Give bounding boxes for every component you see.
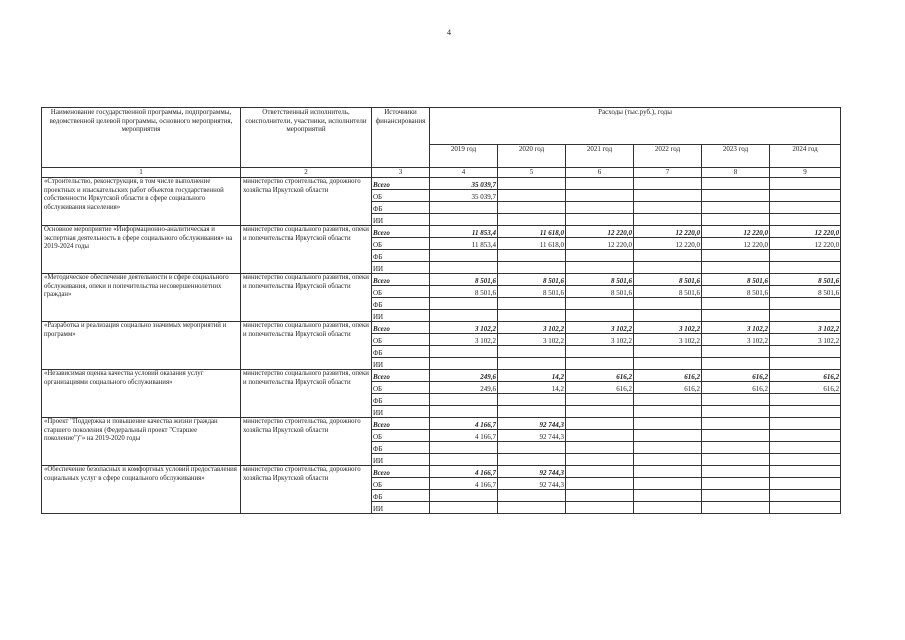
activity-name: «Независимая оценка качества условий оказания услуг организациями социального обслуживания» [42,370,241,418]
total-value: 14,2 [498,370,566,382]
funding-source: ФБ [372,250,430,262]
empty-cell [498,346,566,358]
total-value: 3 102,2 [702,322,770,334]
header-source: Источники финансирования [372,108,430,168]
empty-cell [770,310,841,322]
header-name: Наименование государственной программы, подпрограммы, ведомственной целевой программы, основного мероприятия, мероприятия [42,108,241,168]
funding-source: ОБ [372,286,430,298]
executor-name: министерство строительства, дорожного хозяйства Иркутской области [241,418,372,466]
ob-value: 616,2 [634,382,702,394]
empty-cell [702,490,770,502]
ob-value [702,430,770,442]
ob-value: 11 853,4 [430,238,498,250]
total-value: 8 501,6 [634,274,702,286]
budget-table [41,107,841,514]
empty-cell [702,250,770,262]
empty-cell [702,406,770,418]
total-value [770,418,841,430]
header-year: 2023 год [702,145,770,168]
empty-cell [498,298,566,310]
total-value [566,418,634,430]
funding-source: Всего [372,466,430,478]
funding-source: ОБ [372,382,430,394]
total-value [702,418,770,430]
total-value: 616,2 [770,370,841,382]
header-expenses: Расходы (тыс.руб.), годы [430,108,841,145]
empty-cell [702,394,770,406]
empty-cell [498,310,566,322]
ob-value: 3 102,2 [430,334,498,346]
total-value: 249,6 [430,370,498,382]
funding-source: ОБ [372,238,430,250]
ob-value [566,190,634,202]
total-value: 92 744,3 [498,466,566,478]
ob-value: 616,2 [702,382,770,394]
total-value: 12 220,0 [634,226,702,238]
ob-value: 3 102,2 [498,334,566,346]
ob-value: 8 501,6 [498,286,566,298]
empty-cell [770,262,841,274]
ob-value: 12 220,0 [702,238,770,250]
ob-value: 11 618,0 [498,238,566,250]
empty-cell [430,442,498,454]
ob-value: 3 102,2 [634,334,702,346]
executor-name: министерство социального развития, опеки и попечительства Иркутской области [241,274,372,322]
total-value [634,418,702,430]
total-value: 12 220,0 [702,226,770,238]
total-value: 616,2 [634,370,702,382]
empty-cell [566,442,634,454]
empty-cell [430,358,498,370]
column-number: 6 [566,168,634,178]
empty-cell [770,454,841,466]
empty-cell [498,214,566,226]
funding-source: ФБ [372,394,430,406]
activity-name: «Проект "Поддержка и повышение качества жизни граждан старшего поколения (Федеральный проект "Старшее поколение")"» на 2019-2020 годы [42,418,241,466]
funding-source: ОБ [372,190,430,202]
funding-source: ИИ [372,406,430,418]
empty-cell [634,250,702,262]
ob-value: 616,2 [566,382,634,394]
empty-cell [702,298,770,310]
funding-source: ИИ [372,262,430,274]
empty-cell [702,310,770,322]
funding-source: ИИ [372,214,430,226]
empty-cell [430,250,498,262]
empty-cell [566,214,634,226]
empty-cell [770,406,841,418]
ob-value: 8 501,6 [430,286,498,298]
funding-source: ФБ [372,202,430,214]
ob-value [770,190,841,202]
total-value: 8 501,6 [498,274,566,286]
ob-value: 3 102,2 [702,334,770,346]
empty-cell [702,214,770,226]
empty-cell [566,394,634,406]
empty-cell [634,442,702,454]
funding-source: ИИ [372,454,430,466]
empty-cell [770,214,841,226]
ob-value: 92 744,3 [498,430,566,442]
empty-cell [702,346,770,358]
empty-cell [702,262,770,274]
funding-source: Всего [372,370,430,382]
empty-cell [430,406,498,418]
header-executor: Ответственный исполнитель, соисполнители, участники, исполнители мероприятий [241,108,372,168]
empty-cell [566,262,634,274]
empty-cell [498,406,566,418]
total-value: 4 166,7 [430,418,498,430]
funding-source: Всего [372,226,430,238]
empty-cell [702,454,770,466]
empty-cell [430,502,498,514]
empty-cell [430,490,498,502]
empty-cell [566,310,634,322]
empty-cell [498,262,566,274]
funding-source: ФБ [372,442,430,454]
total-value [702,466,770,478]
empty-cell [430,394,498,406]
total-value: 8 501,6 [770,274,841,286]
funding-source: ФБ [372,346,430,358]
empty-cell [430,454,498,466]
executor-name: министерство строительства, дорожного хозяйства Иркутской области [241,178,372,226]
empty-cell [702,358,770,370]
column-number: 2 [241,168,372,178]
funding-source: ОБ [372,334,430,346]
empty-cell [430,346,498,358]
empty-cell [770,346,841,358]
column-number: 3 [372,168,430,178]
empty-cell [634,502,702,514]
ob-value: 12 220,0 [770,238,841,250]
empty-cell [498,490,566,502]
empty-cell [770,358,841,370]
funding-source: ИИ [372,310,430,322]
ob-value: 249,6 [430,382,498,394]
column-number: 9 [770,168,841,178]
empty-cell [566,406,634,418]
total-value: 11 618,0 [498,226,566,238]
funding-source: ФБ [372,298,430,310]
table-row [42,370,841,382]
ob-value [634,430,702,442]
total-value: 12 220,0 [566,226,634,238]
column-number: 5 [498,168,566,178]
empty-cell [430,214,498,226]
ob-value: 616,2 [770,382,841,394]
total-value [634,178,702,190]
ob-value: 8 501,6 [566,286,634,298]
total-value: 12 220,0 [770,226,841,238]
funding-source: Всего [372,418,430,430]
funding-source: Всего [372,322,430,334]
ob-value [702,190,770,202]
empty-cell [498,454,566,466]
total-value [770,466,841,478]
empty-cell [498,358,566,370]
empty-cell [770,442,841,454]
empty-cell [770,502,841,514]
empty-cell [634,490,702,502]
executor-name: министерство социального развития, опеки и попечительства Иркутской области [241,322,372,370]
column-number: 7 [634,168,702,178]
empty-cell [770,202,841,214]
table-row [42,322,841,334]
funding-source: ОБ [372,478,430,490]
empty-cell [634,202,702,214]
table-row [42,178,841,190]
empty-cell [430,310,498,322]
ob-value [566,478,634,490]
executor-name: министерство социального развития, опеки и попечительства Иркутской области [241,370,372,418]
table-row [42,418,841,430]
ob-value: 3 102,2 [566,334,634,346]
empty-cell [702,202,770,214]
empty-cell [498,394,566,406]
total-value: 8 501,6 [430,274,498,286]
total-value: 3 102,2 [430,322,498,334]
ob-value [634,478,702,490]
total-value [702,178,770,190]
empty-cell [566,298,634,310]
ob-value [498,190,566,202]
ob-value [702,478,770,490]
total-value: 3 102,2 [770,322,841,334]
ob-value: 14,2 [498,382,566,394]
empty-cell [498,202,566,214]
empty-cell [566,454,634,466]
column-number: 4 [430,168,498,178]
ob-value [770,430,841,442]
empty-cell [634,310,702,322]
page-number: 4 [447,28,451,37]
empty-cell [634,346,702,358]
total-value: 35 039,7 [430,178,498,190]
activity-name: «Строительство, реконструкция, в том числе выполнение проектных и изыскательских работ объектов государственной собственности Иркутской области в сфере социального обслуживания населения» [42,178,241,226]
ob-value: 8 501,6 [702,286,770,298]
header-year: 2020 год [498,145,566,168]
ob-value: 8 501,6 [770,286,841,298]
total-value: 3 102,2 [566,322,634,334]
ob-value: 4 166,7 [430,478,498,490]
ob-value: 12 220,0 [634,238,702,250]
empty-cell [566,346,634,358]
total-value: 616,2 [566,370,634,382]
empty-cell [634,454,702,466]
total-value [634,466,702,478]
empty-cell [702,502,770,514]
total-value [770,178,841,190]
empty-cell [430,202,498,214]
ob-value: 3 102,2 [770,334,841,346]
total-value: 4 166,7 [430,466,498,478]
column-number: 1 [42,168,241,178]
empty-cell [770,394,841,406]
header-year: 2022 год [634,145,702,168]
empty-cell [634,406,702,418]
funding-source: Всего [372,274,430,286]
empty-cell [702,442,770,454]
ob-value: 35 039,7 [430,190,498,202]
activity-name: Основное мероприятие «Информационно-аналитическая и экспертная деятельность в сфере социального обслуживания» на 2019-2024 годы [42,226,241,274]
empty-cell [770,250,841,262]
total-value: 8 501,6 [702,274,770,286]
funding-source: Всего [372,178,430,190]
ob-value [634,190,702,202]
empty-cell [430,262,498,274]
empty-cell [634,214,702,226]
table-row [42,226,841,238]
table-row [42,274,841,286]
total-value: 92 744,3 [498,418,566,430]
empty-cell [498,250,566,262]
total-value [566,178,634,190]
total-value: 616,2 [702,370,770,382]
executor-name: министерство строительства, дорожного хозяйства Иркутской области [241,466,372,514]
empty-cell [566,250,634,262]
ob-value: 12 220,0 [566,238,634,250]
empty-cell [566,502,634,514]
activity-name: «Методическое обеспечение деятельности в сфере социального обслуживания, опеки и попечительства несовершеннолетних граждан» [42,274,241,322]
total-value: 3 102,2 [498,322,566,334]
funding-source: ИИ [372,502,430,514]
total-value [566,466,634,478]
ob-value: 92 744,3 [498,478,566,490]
ob-value [566,430,634,442]
empty-cell [634,298,702,310]
total-value: 3 102,2 [634,322,702,334]
total-value [498,178,566,190]
executor-name: министерство социального развития, опеки и попечительства Иркутской области [241,226,372,274]
empty-cell [566,202,634,214]
empty-cell [566,490,634,502]
header-year: 2021 год [566,145,634,168]
ob-value [770,478,841,490]
ob-value: 8 501,6 [634,286,702,298]
header-year: 2024 год [770,145,841,168]
empty-cell [634,262,702,274]
empty-cell [498,502,566,514]
activity-name: «Обеспечение безопасных и комфортных условий предоставления социальных услуг в сфере социального обслуживания» [42,466,241,514]
ob-value: 4 166,7 [430,430,498,442]
table-row [42,466,841,478]
funding-source: ФБ [372,490,430,502]
total-value: 8 501,6 [566,274,634,286]
empty-cell [430,298,498,310]
funding-source: ИИ [372,358,430,370]
empty-cell [770,490,841,502]
empty-cell [634,394,702,406]
total-value: 11 853,4 [430,226,498,238]
column-number: 8 [702,168,770,178]
empty-cell [770,298,841,310]
empty-cell [634,358,702,370]
funding-source: ОБ [372,430,430,442]
header-year: 2019 год [430,145,498,168]
empty-cell [498,442,566,454]
empty-cell [566,358,634,370]
activity-name: «Разработка и реализация социально значимых мероприятий и программ» [42,322,241,370]
